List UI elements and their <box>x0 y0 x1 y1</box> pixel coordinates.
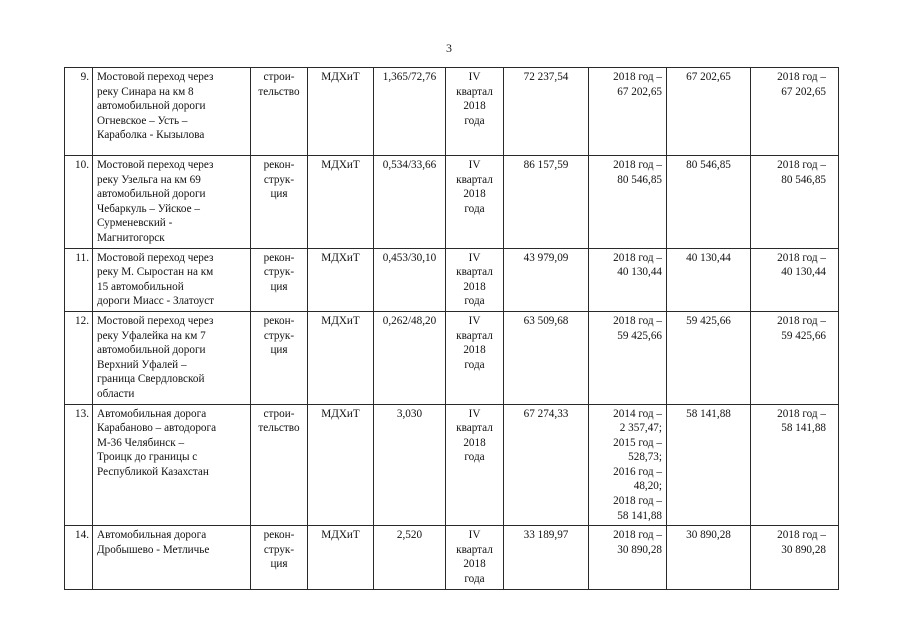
object-name-cell-line: 15 автомобильной <box>97 280 184 293</box>
table-row <box>65 248 839 311</box>
financing-plan-cell <box>751 248 839 311</box>
object-name-cell-line: реку Уфалейка на км 7 <box>97 329 206 342</box>
financing-plan-cell <box>751 68 839 156</box>
term-cell-line: IV <box>468 71 481 83</box>
financing-cell <box>589 68 667 156</box>
financing-plan-cell-line: 40 130,44 <box>781 266 826 279</box>
financing-cell-line: 40 130,44 <box>617 266 662 279</box>
term-cell-line: 2018 <box>463 344 486 357</box>
object-name-cell-line: Мостовой переход через <box>97 251 214 264</box>
limit-cell: 59 425,66 <box>667 311 751 404</box>
work-type-cell-line: струк- <box>263 329 295 342</box>
work-type-cell-line: струк- <box>263 173 295 186</box>
customer-cell: МДХиТ <box>308 68 374 156</box>
cost-cell: 33 189,97 <box>504 526 589 589</box>
financing-plan-cell-line: 2018 год – <box>777 529 826 542</box>
financing-cell-line: 2014 год – <box>613 407 662 420</box>
term-cell-line: 2018 <box>463 100 486 113</box>
financing-cell-line: 59 425,66 <box>617 329 662 342</box>
term-cell <box>446 248 504 311</box>
term-cell-line: квартал <box>456 422 493 435</box>
objects-table <box>64 67 839 590</box>
table-row <box>65 404 839 526</box>
financing-plan-cell-line: 67 202,65 <box>781 85 826 98</box>
object-name-cell-line: Сурменевский - <box>97 217 173 230</box>
term-cell <box>446 526 504 589</box>
financing-cell-line: 48,20; <box>633 480 662 493</box>
work-type-cell-line: рекон- <box>263 314 295 327</box>
work-type-cell-line: ция <box>270 344 288 357</box>
term-cell-line: квартал <box>456 329 493 342</box>
financing-cell <box>589 404 667 526</box>
object-name-cell-line: Огневское – Усть – <box>97 114 188 127</box>
table-row <box>65 526 839 589</box>
customer-cell: МДХиТ <box>308 404 374 526</box>
object-name-cell-line: Верхний Уфалей – <box>97 358 187 371</box>
object-name-cell-line: автомобильной дороги <box>97 188 206 201</box>
term-cell-line: квартал <box>456 85 493 98</box>
object-name-cell-line: Республикой Казахстан <box>97 465 209 478</box>
financing-cell-line: 2018 год – <box>613 495 662 508</box>
work-type-cell <box>251 248 308 311</box>
object-name-cell-line: Магнитогорск <box>97 231 165 244</box>
term-cell-line: IV <box>468 529 481 542</box>
financing-plan-cell-line: 58 141,88 <box>781 422 826 435</box>
table-row <box>65 68 839 156</box>
length-cell: 0,262/48,20 <box>374 311 446 404</box>
work-type-cell-line: ция <box>270 188 288 201</box>
term-cell-line: квартал <box>456 173 493 186</box>
term-cell-line: года <box>464 358 485 371</box>
term-cell <box>446 68 504 156</box>
work-type-cell-line: ция <box>270 280 288 293</box>
object-name-cell <box>93 311 251 404</box>
object-name-cell-line: Дробышево - Метличье <box>97 543 210 556</box>
term-cell-line: 2018 <box>463 280 486 293</box>
length-cell: 3,030 <box>374 404 446 526</box>
work-type-cell <box>251 156 308 249</box>
financing-cell <box>589 526 667 589</box>
financing-cell-line: 30 890,28 <box>617 543 662 556</box>
cost-cell: 67 274,33 <box>504 404 589 526</box>
term-cell <box>446 311 504 404</box>
financing-plan-cell-line: 80 546,85 <box>781 173 826 186</box>
financing-cell <box>589 156 667 249</box>
work-type-cell-line: строи- <box>263 71 295 83</box>
term-cell-line: года <box>464 114 485 127</box>
object-name-cell-line: Троицк до границы с <box>97 451 198 464</box>
work-type-cell <box>251 311 308 404</box>
financing-plan-cell-line: 2018 год – <box>777 407 826 420</box>
financing-plan-cell-line: 2018 год – <box>777 71 826 83</box>
term-cell <box>446 156 504 249</box>
object-name-cell <box>93 526 251 589</box>
financing-plan-cell <box>751 311 839 404</box>
object-name-cell-line: граница Свердловской <box>97 373 205 386</box>
customer-cell: МДХиТ <box>308 311 374 404</box>
object-name-cell-line: М-36 Челябинск – <box>97 436 185 449</box>
term-cell-line: IV <box>468 159 481 171</box>
object-name-cell-line: области <box>97 387 135 400</box>
cost-cell: 63 509,68 <box>504 311 589 404</box>
financing-cell-line: 67 202,65 <box>617 85 662 98</box>
row-number-cell: 14. <box>65 526 93 589</box>
object-name-cell <box>93 156 251 249</box>
row-number-cell: 12. <box>65 311 93 404</box>
limit-cell: 80 546,85 <box>667 156 751 249</box>
financing-plan-cell <box>751 156 839 249</box>
financing-cell-line: 2015 год – <box>613 436 662 449</box>
term-cell-line: 2018 <box>463 436 486 449</box>
term-cell-line: IV <box>468 314 481 327</box>
financing-cell-line: 58 141,88 <box>617 509 662 522</box>
limit-cell: 40 130,44 <box>667 248 751 311</box>
cost-cell: 43 979,09 <box>504 248 589 311</box>
length-cell: 0,534/33,66 <box>374 156 446 249</box>
term-cell-line: IV <box>468 407 481 420</box>
object-name-cell-line: автомобильной дороги <box>97 100 206 113</box>
term-cell-line: 2018 <box>463 188 486 201</box>
financing-plan-cell-line: 2018 год – <box>777 314 826 327</box>
object-name-cell-line: Мостовой переход через <box>97 314 214 327</box>
length-cell: 0,453/30,10 <box>374 248 446 311</box>
object-name-cell-line: Мостовой переход через <box>97 71 214 83</box>
term-cell <box>446 404 504 526</box>
page-number: 3 <box>446 41 452 55</box>
term-cell-line: года <box>464 202 485 215</box>
object-name-cell-line: автомобильной дороги <box>97 344 206 357</box>
financing-cell-line: 528,73; <box>628 451 662 464</box>
object-name-cell-line: Мостовой переход через <box>97 159 214 171</box>
object-name-cell-line: дороги Миасс - Златоуст <box>97 295 215 308</box>
row-number-cell: 11. <box>65 248 93 311</box>
limit-cell: 30 890,28 <box>667 526 751 589</box>
financing-cell-line: 2016 год – <box>613 465 662 478</box>
term-cell-line: года <box>464 451 485 464</box>
table-row <box>65 156 839 249</box>
term-cell-line: 2018 <box>463 558 486 571</box>
financing-plan-cell-line: 59 425,66 <box>781 329 826 342</box>
financing-cell-line: 2 357,47; <box>619 422 662 435</box>
financing-plan-cell-line: 2018 год – <box>777 159 826 171</box>
financing-cell-line: 2018 год – <box>613 251 662 264</box>
limit-cell: 58 141,88 <box>667 404 751 526</box>
customer-cell: МДХиТ <box>308 156 374 249</box>
work-type-cell-line: тельство <box>258 422 300 435</box>
financing-cell-line: 2018 год – <box>613 71 662 83</box>
customer-cell: МДХиТ <box>308 526 374 589</box>
work-type-cell <box>251 526 308 589</box>
work-type-cell <box>251 68 308 156</box>
row-number-cell: 10. <box>65 156 93 249</box>
object-name-cell-line: Автомобильная дорога <box>97 407 207 420</box>
row-number-cell: 9. <box>65 68 93 156</box>
financing-cell-line: 2018 год – <box>613 314 662 327</box>
object-name-cell <box>93 404 251 526</box>
work-type-cell-line: струк- <box>263 543 295 556</box>
work-type-cell-line: ция <box>270 558 288 571</box>
work-type-cell-line: тельство <box>258 85 300 98</box>
financing-plan-cell-line: 30 890,28 <box>781 543 826 556</box>
object-name-cell-line: реку Узельга на км 69 <box>97 173 201 186</box>
work-type-cell-line: рекон- <box>263 159 295 171</box>
work-type-cell <box>251 404 308 526</box>
financing-plan-cell-line: 2018 год – <box>777 251 826 264</box>
financing-cell-line: 80 546,85 <box>617 173 662 186</box>
object-name-cell-line: реку М. Сыростан на км <box>97 266 214 279</box>
table-row <box>65 311 839 404</box>
term-cell-line: квартал <box>456 266 493 279</box>
work-type-cell-line: струк- <box>263 266 295 279</box>
work-type-cell-line: рекон- <box>263 529 295 542</box>
work-type-cell-line: строи- <box>263 407 295 420</box>
work-type-cell-line: рекон- <box>263 251 295 264</box>
financing-cell-line: 2018 год – <box>613 159 662 171</box>
term-cell-line: года <box>464 573 485 586</box>
cost-cell: 86 157,59 <box>504 156 589 249</box>
object-name-cell-line: Чебаркуль – Уйское – <box>97 202 201 215</box>
object-name-cell-line: Автомобильная дорога <box>97 529 207 542</box>
length-cell: 2,520 <box>374 526 446 589</box>
financing-cell <box>589 248 667 311</box>
object-name-cell-line: Караболка - Кызылова <box>97 129 205 142</box>
object-name-cell-line: Карабаново – автодорога <box>97 422 217 435</box>
financing-cell-line: 2018 год – <box>613 529 662 542</box>
table-body <box>65 68 839 590</box>
length-cell: 1,365/72,76 <box>374 68 446 156</box>
term-cell-line: года <box>464 295 485 308</box>
term-cell-line: IV <box>468 251 481 264</box>
financing-plan-cell <box>751 526 839 589</box>
object-name-cell <box>93 68 251 156</box>
financing-cell <box>589 311 667 404</box>
row-number-cell: 13. <box>65 404 93 526</box>
object-name-cell <box>93 248 251 311</box>
limit-cell: 67 202,65 <box>667 68 751 156</box>
object-name-cell-line: реку Синара на км 8 <box>97 85 194 98</box>
customer-cell: МДХиТ <box>308 248 374 311</box>
cost-cell: 72 237,54 <box>504 68 589 156</box>
financing-plan-cell <box>751 404 839 526</box>
term-cell-line: квартал <box>456 543 493 556</box>
